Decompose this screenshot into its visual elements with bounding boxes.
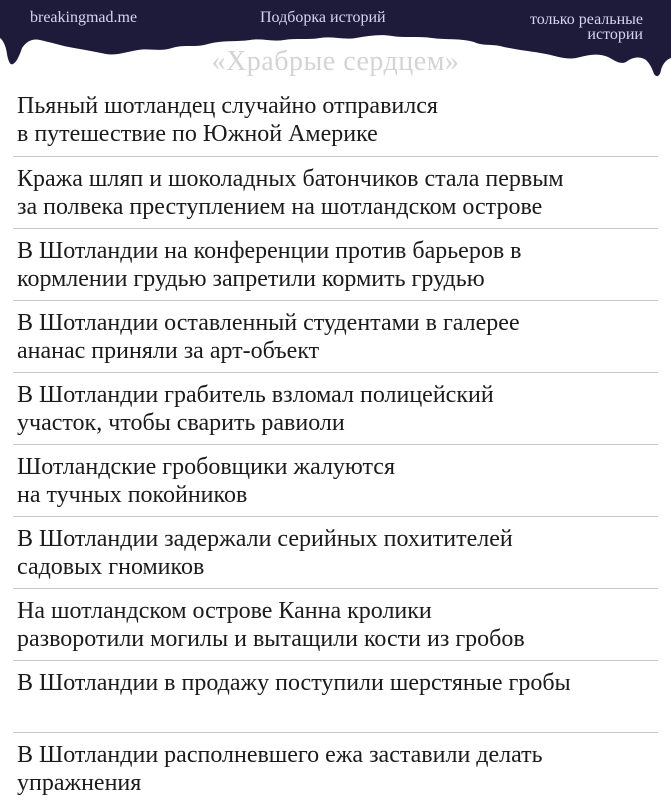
story-title-line2: за полвека преступлением на шотландском острове: [17, 194, 543, 220]
story-title-line2: ананас приняли за арт-объект: [17, 338, 320, 364]
real-stories-link[interactable]: [503, 12, 643, 42]
story-title-line2: участок, чтобы сварить равиоли: [17, 410, 345, 436]
story-item[interactable]: [13, 444, 658, 516]
story-title-line2: в путешествие по Южной Америке: [17, 121, 378, 147]
story-item[interactable]: [13, 516, 658, 588]
real-stories-line2: истории: [587, 26, 643, 43]
story-item[interactable]: [13, 84, 658, 156]
story-title-line2: садовых гномиков: [17, 554, 205, 580]
collection-link[interactable]: Подборка историй: [260, 9, 386, 26]
page-title: «Храбрые сердцем»: [211, 46, 460, 77]
story-title-line2: кормлении грудью запретили кормить грудью: [17, 266, 485, 292]
story-title-line1: В Шотландии задержали серийных похитителей: [17, 526, 513, 552]
story-item[interactable]: [13, 228, 658, 300]
story-item[interactable]: [13, 660, 658, 732]
story-title-line2: на тучных покойников: [17, 482, 248, 508]
story-title-line1: В Шотландии на конференции против барьеров в: [17, 238, 522, 264]
story-item[interactable]: [13, 300, 658, 372]
real-stories-line1: только реальные: [529, 11, 643, 28]
story-title-line1: Пьяный шотландец случайно отправился: [17, 93, 438, 119]
story-title-line1: На шотландском острове Канна кролики: [17, 598, 432, 624]
story-title-line1: Кража шляп и шоколадных батончиков стала первым: [17, 166, 564, 192]
story-list: [0, 84, 671, 804]
story-item[interactable]: [13, 372, 658, 444]
site-link[interactable]: breakingmad.me: [30, 9, 138, 26]
story-title-line1: В Шотландии оставленный студентами в галерее: [17, 310, 520, 336]
story-item[interactable]: [13, 156, 658, 228]
story-item[interactable]: [13, 588, 658, 660]
story-title-line1: В Шотландии грабитель взломал полицейский: [17, 382, 494, 408]
story-title-line1: В Шотландии в продажу поступили шерстяные гробы: [17, 670, 571, 696]
story-title-line1: Шотландские гробовщики жалуются: [17, 454, 395, 480]
story-title-line1: В Шотландии располневшего ежа заставили делать: [17, 742, 543, 768]
story-title-line2: разворотили могилы и вытащили кости из гробов: [17, 626, 525, 652]
story-title-line2: упражнения: [17, 770, 142, 796]
story-item[interactable]: [13, 732, 658, 804]
